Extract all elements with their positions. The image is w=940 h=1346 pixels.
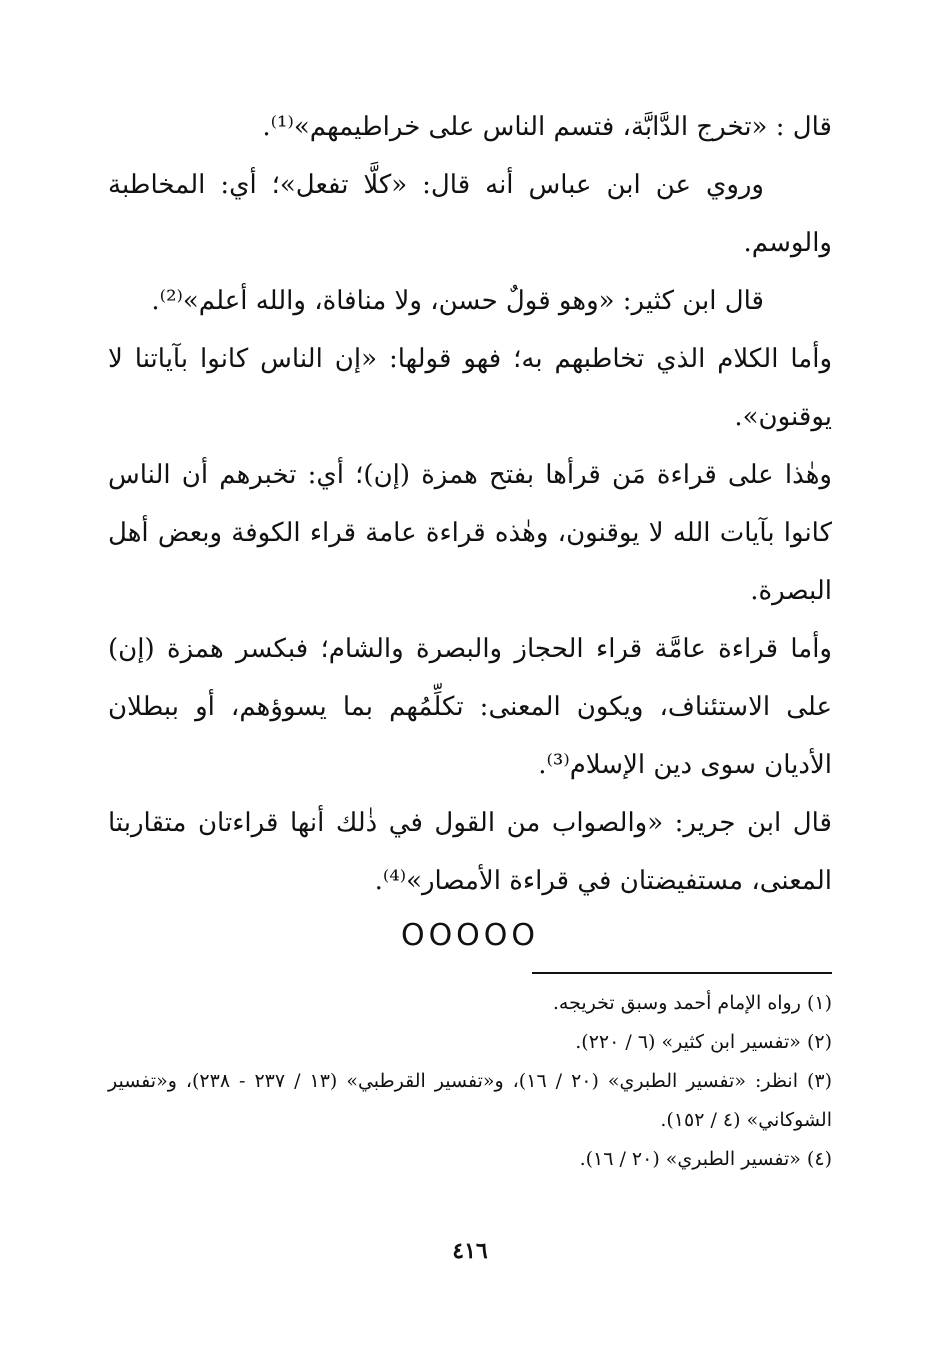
footnote-2: (٢) «تفسير ابن كثير» (٦ / ٢٢٠). (575, 1031, 832, 1053)
section-separator: OOOOO (400, 918, 540, 953)
paragraph-3: قال ابن كثير: «وهو قولٌ حسن، ولا منافاة، والله أعلم»⁽²⁾. (151, 286, 764, 316)
footnote-1: (١) رواه الإمام أحمد وسبق تخريجه. (552, 992, 832, 1014)
page-number: ٤١٦ (452, 1238, 488, 1264)
paragraph-1: قال : «تخرج الدَّابَّة، فتسم الناس على خراطيمهم»⁽¹⁾. (262, 112, 832, 142)
paragraph-2: وروي عن ابن عباس أنه قال: «كلَّا تفعل»؛ أي: المخاطبة والوسم. (108, 170, 832, 258)
footnote-divider (532, 972, 832, 974)
paragraph-5: وهٰذا على قراءة مَن قرأها بفتح همزة (إن)؛ أي: تخبرهم أن الناس كانوا بآيات الله لا يوقنون، وهٰذه قراءة عامة قراء الكوفة وبعض أهل البصرة. (108, 460, 832, 606)
footnotes (108, 984, 832, 1179)
paragraph-4: وأما الكلام الذي تخاطبهم به؛ فهو قولها: «إن الناس كانوا بآياتنا لا يوقنون». (108, 344, 833, 432)
footnote-3: (٣) انظر: «تفسير الطبري» (٢٠ / ١٦)، و«تفسير القرطبي» (١٣ / ٢٣٧ - ٢٣٨)، و«تفسير الشوكاني» (٤ / ١٥٢). (108, 1070, 833, 1131)
footnote-4: (٤) «تفسير الطبري» (٢٠ / ١٦). (579, 1148, 832, 1170)
main-text (108, 98, 832, 910)
paragraph-6: وأما قراءة عامَّة قراء الحجاز والبصرة والشام؛ فبكسر همزة (إن) على الاستئناف، ويكون المعنى: تكلِّمُهم بما يسوؤهم، أو ببطلان الأديان سوى دين الإسلام⁽³⁾. (108, 634, 832, 780)
paragraph-7: قال ابن جرير: «والصواب من القول في ذٰلك أنها قراءتان متقاربتا المعنى، مستفيضتان في قراءة الأمصار»⁽⁴⁾. (108, 808, 832, 896)
